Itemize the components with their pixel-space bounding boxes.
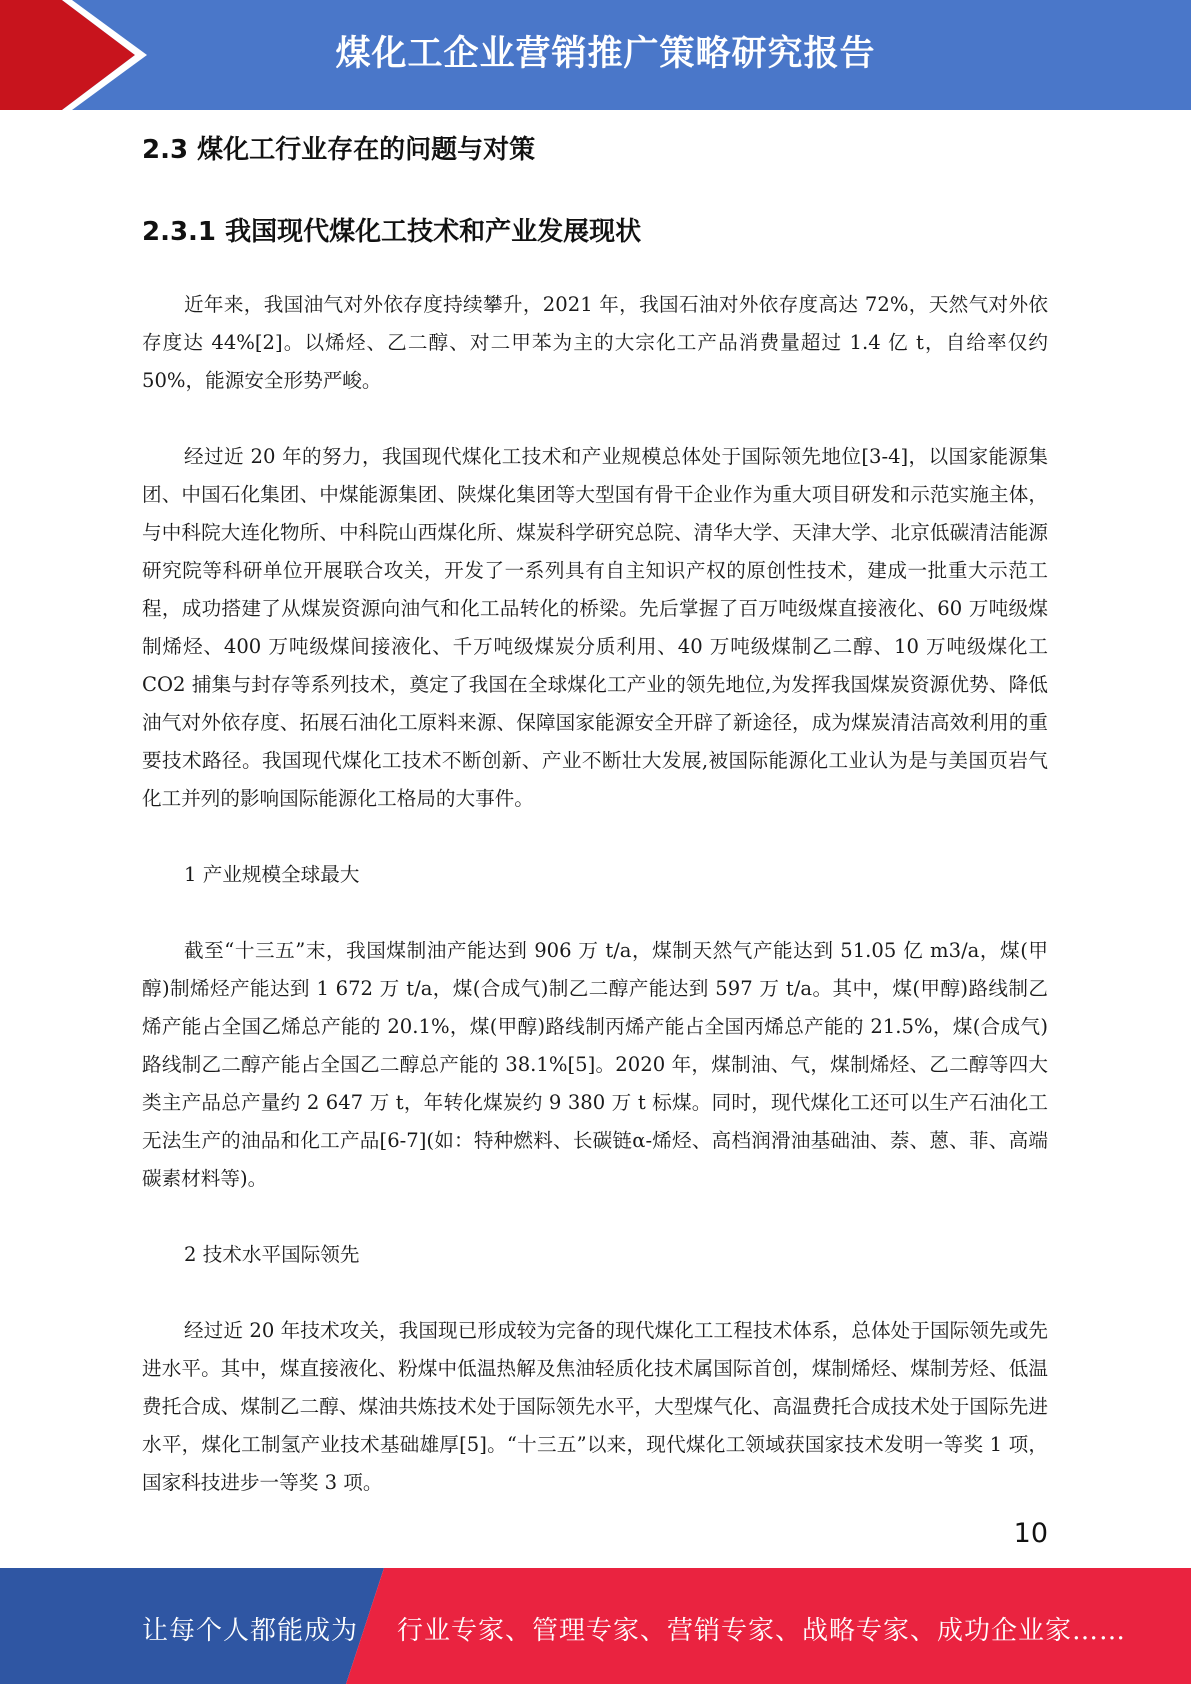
page-footer	[0, 1568, 1191, 1684]
page-header	[0, 0, 1191, 110]
list-heading: 1 产业规模全球最大	[184, 863, 360, 886]
list-heading: 2 技术水平国际领先	[184, 1243, 360, 1266]
footer-slogan-right: 行业专家、管理专家、营销专家、战略专家、成功企业家……	[397, 1616, 1127, 1646]
paragraph: 截至“十三五”末，我国煤制油产能达到 906 万 t/a，煤制天然气产能达到 51.05 亿 m3/a，煤(甲醇)制烯烃产能达到 1 672 万 t/a，煤(合成气)制乙二醇产能达到 597 万 t/a。其中，煤(甲醇)路线制乙烯产能占全国乙烯总产能的 20.1%，煤(甲醇)路线制丙烯产能占全国丙烯总产能的 21.5%，煤(合成气)路线制乙二醇产能占全国乙二醇总产能的 38.1%[5]。2020 年，煤制油、气，煤制烯烃、乙二醇等四大类主产品总产量约 2 647 万 t，年转化煤炭约 9 380 万 t 标煤。同时，现代煤化工还可以生产石油化工无法生产的油品和化工产品[6-7](如：特种燃料、长碳链α-烯烃、高档润滑油基础油、萘、蒽、菲、高端碳素材料等)。	[142, 939, 1048, 1190]
subsection-heading: 2.3.1 我国现代煤化工技术和产业发展现状	[142, 217, 642, 247]
report-title: 煤化工企业营销推广策略研究报告	[335, 34, 876, 74]
paragraph: 经过近 20 年技术攻关，我国现已形成较为完备的现代煤化工工程技术体系，总体处于国际领先或先进水平。其中，煤直接液化、粉煤中低温热解及焦油轻质化技术属国际首创，煤制烯烃、煤制芳烃、低温费托合成、煤制乙二醇、煤油共炼技术处于国际领先水平，大型煤气化、高温费托合成技术处于国际先进水平，煤化工制氢产业技术基础雄厚[5]。“十三五”以来，现代煤化工领域获国家技术发明一等奖 1 项，国家科技进步一等奖 3 项。	[142, 1319, 1048, 1494]
page-number: 10	[1013, 1518, 1048, 1549]
paragraph: 近年来，我国油气对外依存度持续攀升，2021 年，我国石油对外依存度高达 72%，天然气对外依存度达 44%[2]。以烯烃、乙二醇、对二甲苯为主的大宗化工产品消费量超过 1.4 亿 t，自给率仅约 50%，能源安全形势严峻。	[142, 293, 1048, 392]
paragraph: 经过近 20 年的努力，我国现代煤化工技术和产业规模总体处于国际领先地位[3-4]，以国家能源集团、中国石化集团、中煤能源集团、陕煤化集团等大型国有骨干企业作为重大项目研发和示范实施主体，与中科院大连化物所、中科院山西煤化所、煤炭科学研究总院、清华大学、天津大学、北京低碳清洁能源研究院等科研单位开展联合攻关，开发了一系列具有自主知识产权的原创性技术，建成一批重大示范工程，成功搭建了从煤炭资源向油气和化工品转化的桥梁。先后掌握了百万吨级煤直接液化、60 万吨级煤制烯烃、400 万吨级煤间接液化、千万吨级煤炭分质利用、40 万吨级煤制乙二醇、10 万吨级煤化工 CO2 捕集与封存等系列技术，奠定了我国在全球煤化工产业的领先地位,为发挥我国煤炭资源优势、降低油气对外依存度、拓展石油化工原料来源、保障国家能源安全开辟了新途径，成为煤炭清洁高效利用的重要技术路径。我国现代煤化工技术不断创新、产业不断壮大发展,被国际能源化工业认为是与美国页岩气化工并列的影响国际能源化工格局的大事件。	[142, 445, 1048, 810]
document-body	[142, 110, 1048, 1502]
footer-slogan-left: 让每个人都能成为	[142, 1616, 359, 1646]
section-heading: 2.3 煤化工行业存在的问题与对策	[142, 135, 536, 165]
